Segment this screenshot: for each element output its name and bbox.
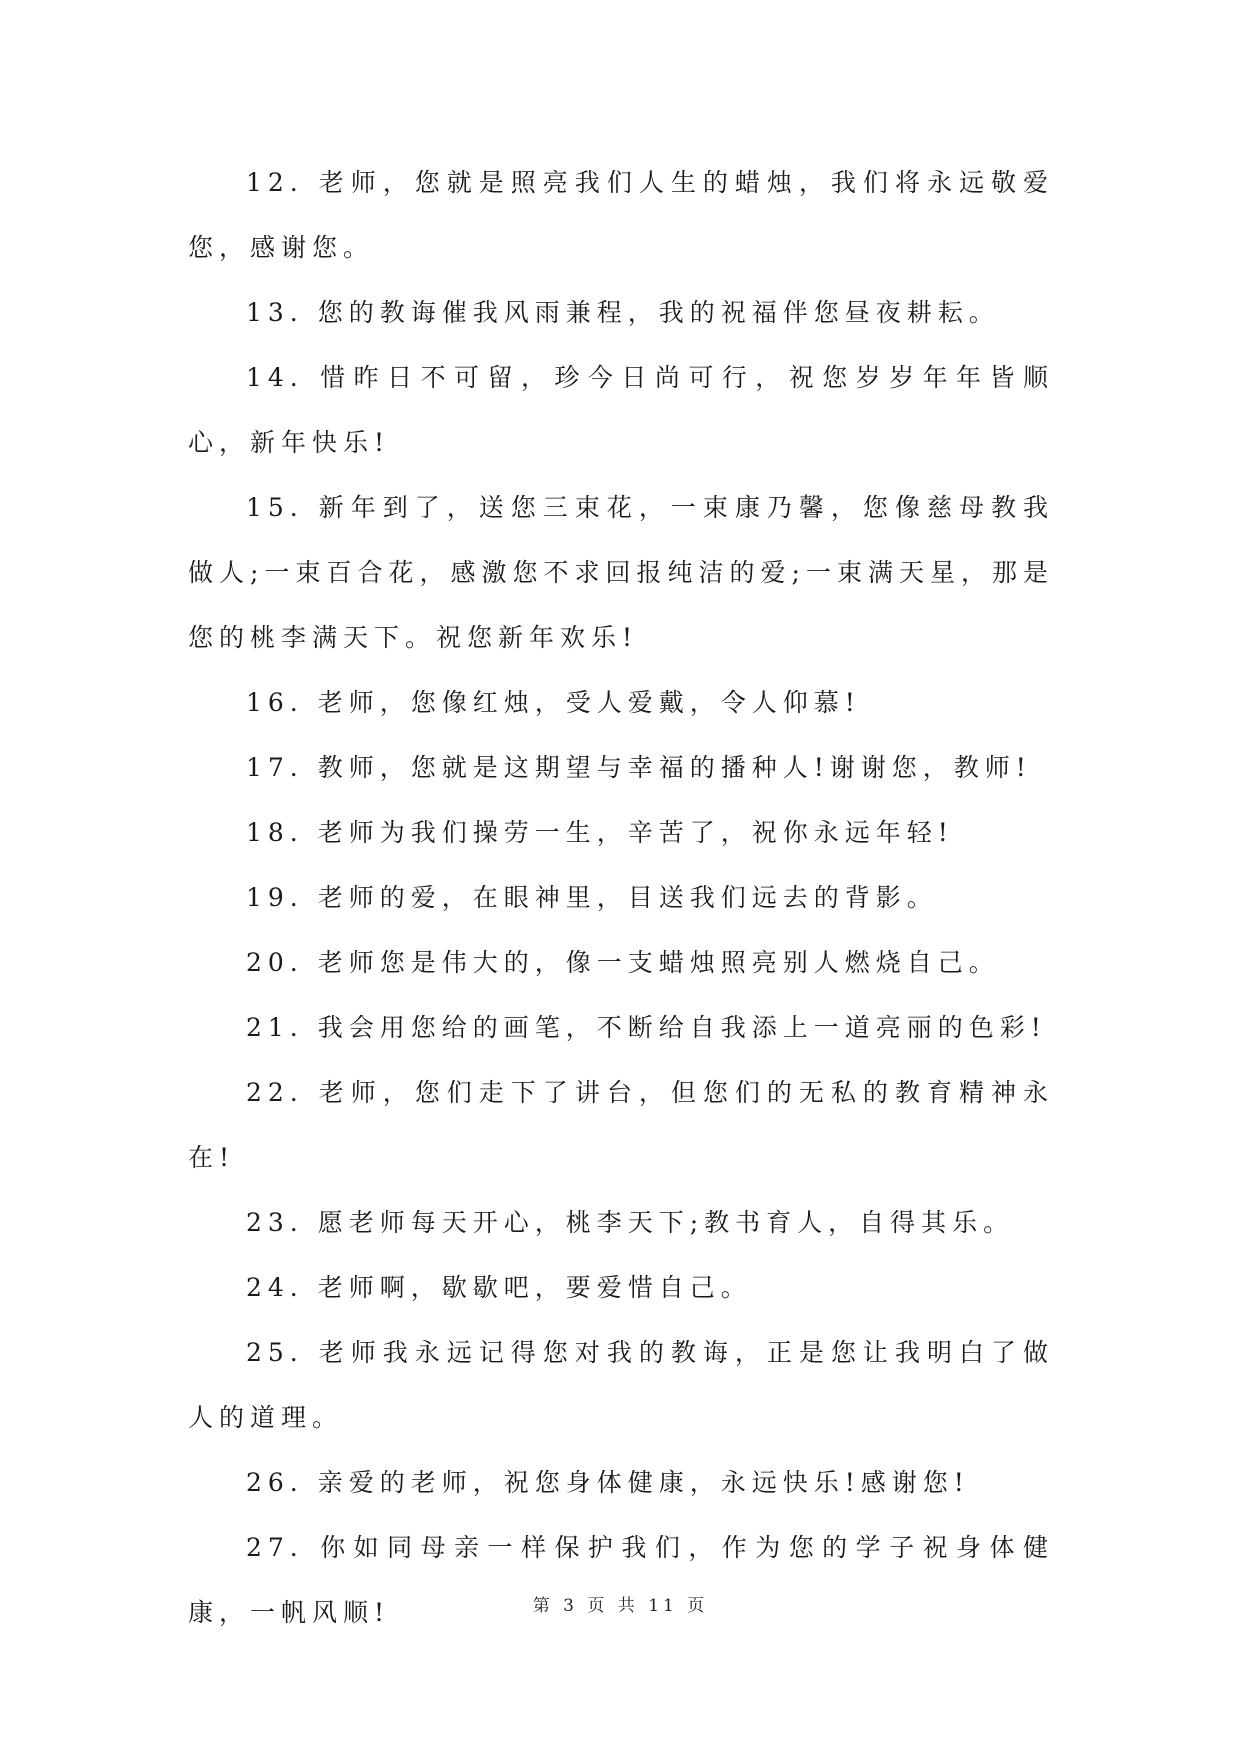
paragraph-20: 20. 老师您是伟大的，像一支蜡烛照亮别人燃烧自己。 (246, 948, 1000, 977)
paragraph-27: 27. 你如同母亲一样保护我们，作为您的学子祝身体健康，一帆风顺! (188, 1533, 1054, 1627)
paragraph-24: 24. 老师啊，歇歇吧，要爱惜自己。 (246, 1273, 752, 1302)
paragraph-15: 15. 新年到了，送您三束花，一束康乃馨，您像慈母教我做人;一束百合花，感激您不求回报纯洁的爱;一束满天星，那是您的桃李满天下。祝您新年欢乐! (188, 493, 1054, 652)
paragraph-12: 12. 老师，您就是照亮我们人生的蜡烛，我们将永远敬爱您，感谢您。 (188, 168, 1054, 262)
paragraph-16: 16. 老师，您像红烛，受人爱戴，令人仰慕! (246, 688, 861, 717)
paragraph-13: 13. 您的教诲催我风雨兼程，我的祝福伴您昼夜耕耘。 (246, 298, 1000, 327)
paragraph-22: 22. 老师，您们走下了讲台，但您们的无私的教育精神永在! (188, 1078, 1054, 1172)
paragraph-23: 23. 愿老师每天开心，桃李天下;教书育人，自得其乐。 (246, 1208, 1015, 1237)
paragraph-19: 19. 老师的爱，在眼神里，目送我们远去的背影。 (246, 883, 938, 912)
paragraph-25: 25. 老师我永远记得您对我的教诲，正是您让我明白了做人的道理。 (188, 1338, 1054, 1432)
paragraph-17: 17. 教师，您就是这期望与幸福的播种人!谢谢您，教师! (246, 753, 1032, 782)
page-footer: 第 3 页 共 11 页 (532, 1596, 709, 1616)
paragraph-14: 14. 惜昨日不可留，珍今日尚可行，祝您岁岁年年皆顺心，新年快乐! (188, 363, 1054, 457)
paragraph-26: 26. 亲爱的老师，祝您身体健康，永远快乐!感谢您! (246, 1468, 970, 1497)
paragraph-18: 18. 老师为我们操劳一生，辛苦了，祝你永远年轻! (246, 818, 954, 847)
document-body (188, 150, 1054, 1645)
paragraph-21: 21. 我会用您给的画笔，不断给自我添上一道亮丽的色彩! (246, 1013, 1047, 1042)
